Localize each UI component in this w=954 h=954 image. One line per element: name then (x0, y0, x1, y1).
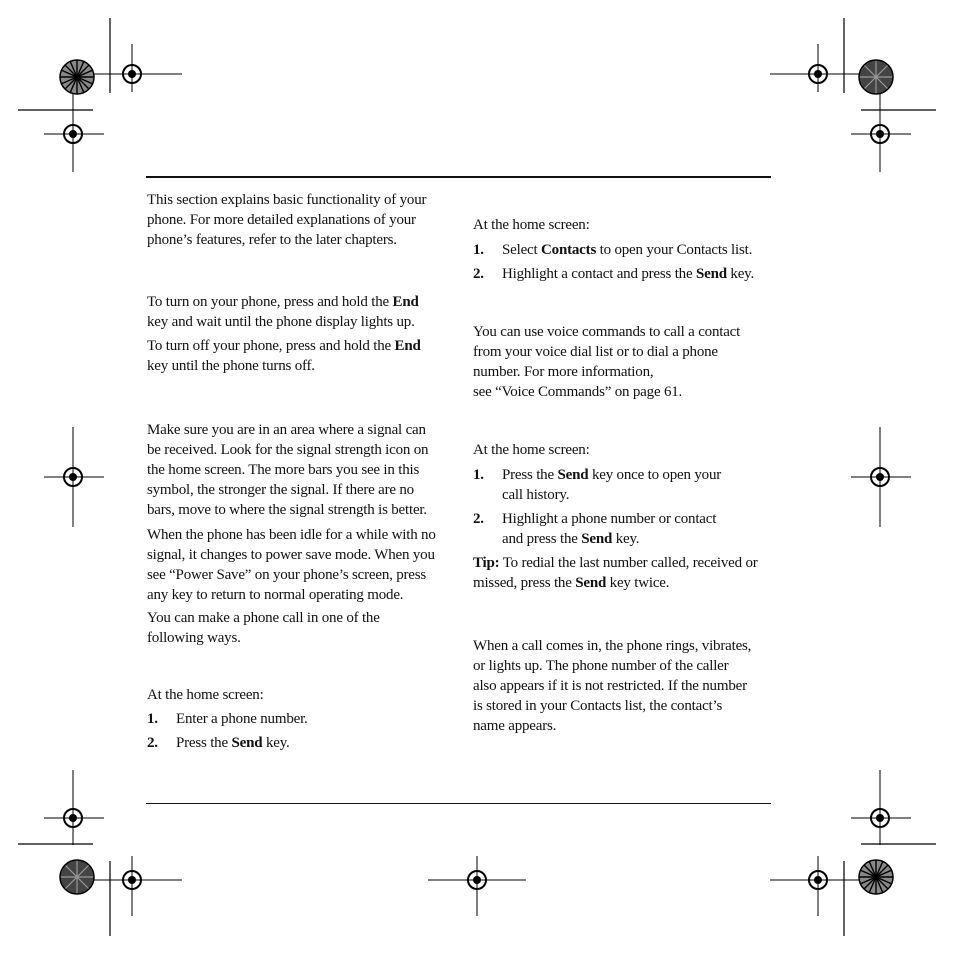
tip-pre: To redial the last number called, received or missed, press the (473, 555, 758, 591)
ways-paragraph (147, 608, 447, 648)
tip-paragraph (473, 553, 773, 593)
star-target-bottom-left (59, 859, 95, 895)
registration-mark-bottom-left (84, 850, 184, 920)
tip-post: key twice. (606, 575, 670, 591)
power-on-post: key and wait until the phone display lights up. (147, 314, 415, 330)
home-screen-text: At the home screen: (473, 442, 590, 458)
step-text: Enter a phone number. (176, 711, 308, 727)
registration-mark-right-lower (851, 770, 911, 850)
step-text: Press the Send key. (176, 735, 290, 751)
step-text: Select Contacts to open your Contacts list. (502, 242, 753, 258)
send-key-label: Send (695, 266, 727, 282)
power-on-pre: To turn on your phone, press and hold the (147, 294, 393, 310)
intro-paragraph (147, 190, 447, 250)
voice-paragraph (473, 322, 773, 402)
registration-mark-bottom-right (770, 850, 870, 920)
footer-rule (146, 803, 771, 804)
power-off-paragraph (147, 336, 447, 376)
power-save-text: When the phone has been idle for a while with no signal, it changes to power save mode. When you see “Power Save” on your phone’s screen, press any key to return to normal operating mode. (147, 527, 436, 603)
registration-mark-right-upper (851, 92, 911, 172)
registration-mark-left-lower (44, 770, 104, 850)
home-screen-label (473, 440, 773, 460)
star-target-top-left (59, 59, 95, 95)
send-key-label: Send (581, 531, 613, 547)
registration-mark-bottom-center (428, 850, 528, 920)
step-number: 1. (473, 467, 484, 483)
step-number: 1. (473, 242, 484, 258)
send-key-label: Send (557, 467, 589, 483)
registration-mark-right-middle (851, 427, 911, 527)
home-screen-text: At the home screen: (473, 217, 590, 233)
star-target-bottom-right (858, 859, 894, 895)
end-key-label: End (392, 294, 419, 310)
home-screen-text: At the home screen: (147, 687, 264, 703)
end-key-label: End (394, 338, 421, 354)
step-text: Press the Send key once to open your call history. (502, 467, 722, 503)
send-key-label: Send (231, 735, 263, 751)
step-number: 1. (147, 711, 158, 727)
voice-text: You can use voice commands to call a contact from your voice dial list or to dial a phone number. For more information, see “Voice Commands” on page 61. (473, 324, 741, 400)
power-off-pre: To turn off your phone, press and hold the (147, 338, 395, 354)
step-text: Highlight a phone number or contact and press the Send key. (502, 511, 717, 547)
home-screen-label (147, 685, 447, 705)
step-number: 2. (147, 735, 158, 751)
registration-mark-left-upper (44, 92, 104, 172)
incoming-paragraph (473, 636, 773, 736)
intro-text: This section explains basic functionality of your phone. For more detailed explanations of your phone’s features, refer to the later chapters. (147, 192, 427, 248)
ways-text: You can make a phone call in one of the following ways. (147, 610, 380, 646)
send-key-label: Send (575, 575, 607, 591)
incoming-text: When a call comes in, the phone rings, vibrates, or lights up. The phone number of the caller also appears if it is not restricted. If the number is stored in your Contacts list, the contact’s name appears. (473, 638, 752, 734)
power-off-post: key until the phone turns off. (147, 358, 315, 374)
step-number: 2. (473, 266, 484, 282)
star-target-top-right (858, 59, 894, 95)
power-save-paragraph (147, 525, 447, 605)
signal-paragraph (147, 420, 447, 520)
signal-text: Make sure you are in an area where a signal can be received. Look for the signal strength icon on the home screen. The more bars you see in this symbol, the stronger the signal. If there are no bars, move to where the signal strength is better. (147, 422, 429, 518)
step-number: 2. (473, 511, 484, 527)
registration-mark-left-middle (44, 427, 104, 527)
power-on-paragraph (147, 292, 447, 332)
header-rule (146, 176, 771, 178)
step-text: Highlight a contact and press the Send key. (502, 266, 755, 282)
home-screen-label (473, 215, 773, 235)
tip-label: Tip: (473, 555, 500, 571)
contacts-label: Contacts (541, 242, 597, 258)
